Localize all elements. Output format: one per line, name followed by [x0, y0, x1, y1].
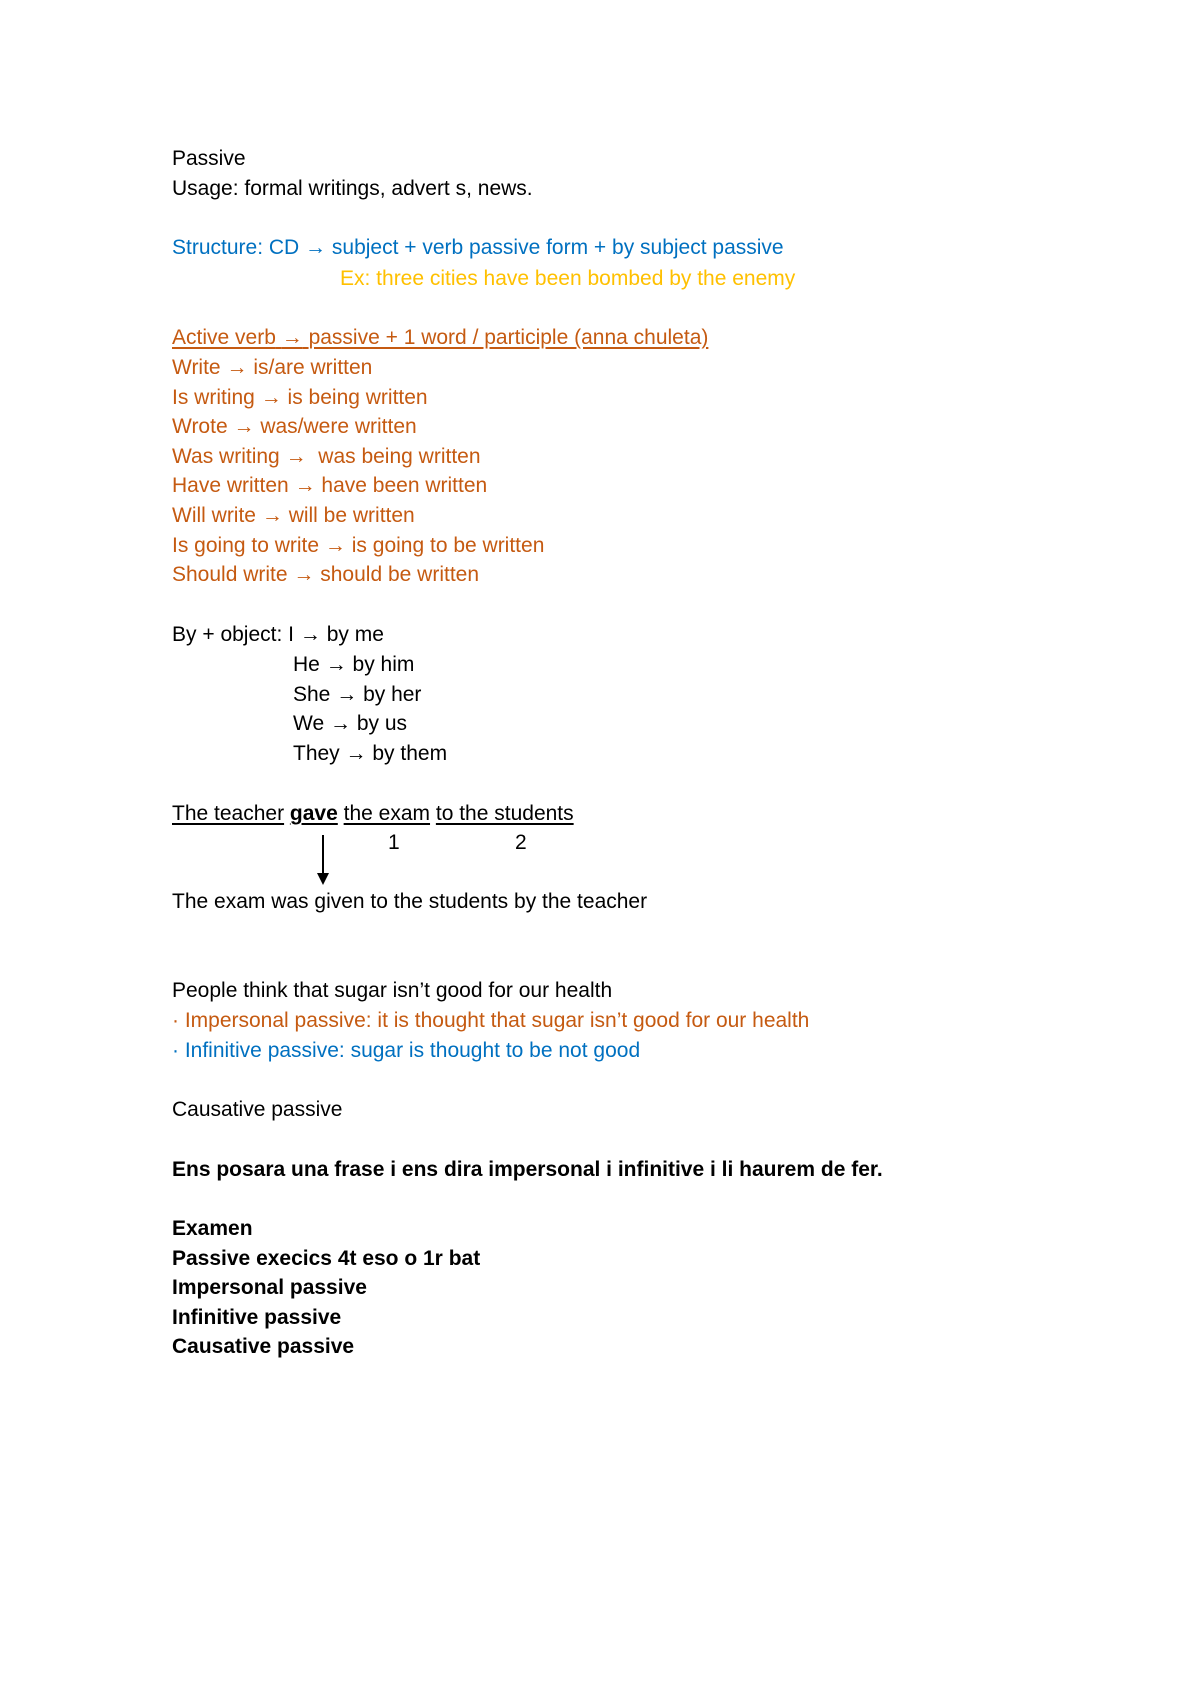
pronoun-object: by them	[372, 742, 448, 765]
by-object-row	[293, 684, 421, 705]
active-heading	[172, 327, 708, 348]
pronoun-subject: They	[293, 742, 340, 765]
doc-title: Passive	[172, 147, 246, 170]
arrow-icon: →	[260, 386, 282, 409]
structure-label: Structure: CD	[172, 236, 300, 259]
structure-line	[172, 237, 784, 258]
conversion-active: Is writing	[172, 386, 255, 409]
conversion-passive: will be written	[288, 504, 415, 527]
causative-line: Causative passive	[172, 1098, 343, 1121]
arrow-icon: →	[226, 356, 248, 379]
by-object-row	[293, 743, 447, 764]
pronoun-object: by us	[356, 712, 408, 735]
by-object-row	[172, 624, 384, 645]
arrow-icon: →	[345, 742, 367, 765]
conversion-row	[172, 475, 487, 496]
conversion-active: Wrote	[172, 415, 228, 438]
pronoun-object: by me	[326, 623, 384, 646]
conversion-passive: was/were written	[260, 415, 417, 438]
conversion-row	[172, 564, 479, 585]
conversion-passive: was being written	[312, 445, 481, 468]
arrow-icon: →	[299, 623, 321, 646]
exam-item: Infinitive passive	[172, 1306, 342, 1329]
conversion-active: Have written	[172, 474, 289, 497]
conversion-row	[172, 416, 417, 437]
arrow-icon: →	[336, 683, 358, 706]
by-object-row	[293, 654, 414, 675]
down-arrow-icon	[316, 835, 330, 885]
arrow-icon: →	[294, 474, 316, 497]
conversion-passive: is being written	[287, 386, 428, 409]
conversion-passive: should be written	[320, 563, 480, 586]
pronoun-subject: She	[293, 683, 331, 706]
exam-item: Causative passive	[172, 1335, 355, 1358]
usage-line: Usage: formal writings, advert s, news.	[172, 177, 533, 200]
pronoun-object: by him	[352, 653, 415, 676]
arrow-icon: →	[285, 445, 307, 468]
exam-item: Passive execics 4t eso o 1r bat	[172, 1247, 481, 1270]
example-sentence	[172, 803, 574, 824]
arrow-icon: →	[233, 415, 255, 438]
conversion-active: Write	[172, 356, 221, 379]
pronoun-subject: I	[288, 623, 294, 646]
arrow-icon: →	[324, 534, 346, 557]
conversion-passive: have been written	[321, 474, 488, 497]
conversion-row	[172, 357, 372, 378]
pronoun-subject: We	[293, 712, 325, 735]
by-object-label: By + object:	[172, 623, 283, 646]
arrow-icon: →	[281, 326, 303, 349]
structure-example: Ex: three cities have been bombed by the enemy	[340, 267, 796, 290]
example-object2: to the students	[435, 802, 574, 825]
people-think-line: People think that sugar isn’t good for our health	[172, 979, 613, 1002]
conversion-passive: is going to be written	[351, 534, 545, 557]
active-heading-rest: passive + 1 word / participle (anna chuleta)	[308, 326, 709, 349]
arrow-icon: →	[329, 712, 351, 735]
conversion-active: Was writing	[172, 445, 280, 468]
by-object-row	[293, 713, 407, 734]
conversion-row	[172, 535, 544, 556]
exam-item: Impersonal passive	[172, 1276, 367, 1299]
exam-title: Examen	[172, 1217, 253, 1240]
object2-number: 2	[515, 831, 527, 854]
note-line: Ens posara una frase i ens dira impersonal i infinitive i li haurem de fer.	[172, 1158, 883, 1181]
conversion-active: Will write	[172, 504, 256, 527]
example-result: The exam was given to the students by the teacher	[172, 890, 648, 913]
arrow-icon: →	[305, 236, 327, 259]
pronoun-object: by her	[363, 683, 422, 706]
example-subject: The teacher	[172, 802, 285, 825]
pronoun-subject: He	[293, 653, 320, 676]
impersonal-line: · Impersonal passive: it is thought that sugar isn’t good for our health	[172, 1009, 810, 1032]
structure-formula: subject + verb passive form + by subject passive	[331, 236, 784, 259]
active-heading-label: Active verb	[172, 326, 276, 349]
infinitive-line: · Infinitive passive: sugar is thought to be not good	[172, 1039, 641, 1062]
example-object1: the exam	[343, 802, 431, 825]
conversion-active: Is going to write	[172, 534, 320, 557]
conversion-row	[172, 387, 428, 408]
conversion-row	[172, 446, 481, 467]
object1-number: 1	[388, 831, 400, 854]
arrow-icon: →	[293, 563, 315, 586]
conversion-passive: is/are written	[253, 356, 373, 379]
arrow-icon: →	[325, 653, 347, 676]
conversion-row	[172, 505, 415, 526]
arrow-icon: →	[261, 504, 283, 527]
conversion-active: Should write	[172, 563, 288, 586]
example-verb: gave	[289, 802, 338, 825]
